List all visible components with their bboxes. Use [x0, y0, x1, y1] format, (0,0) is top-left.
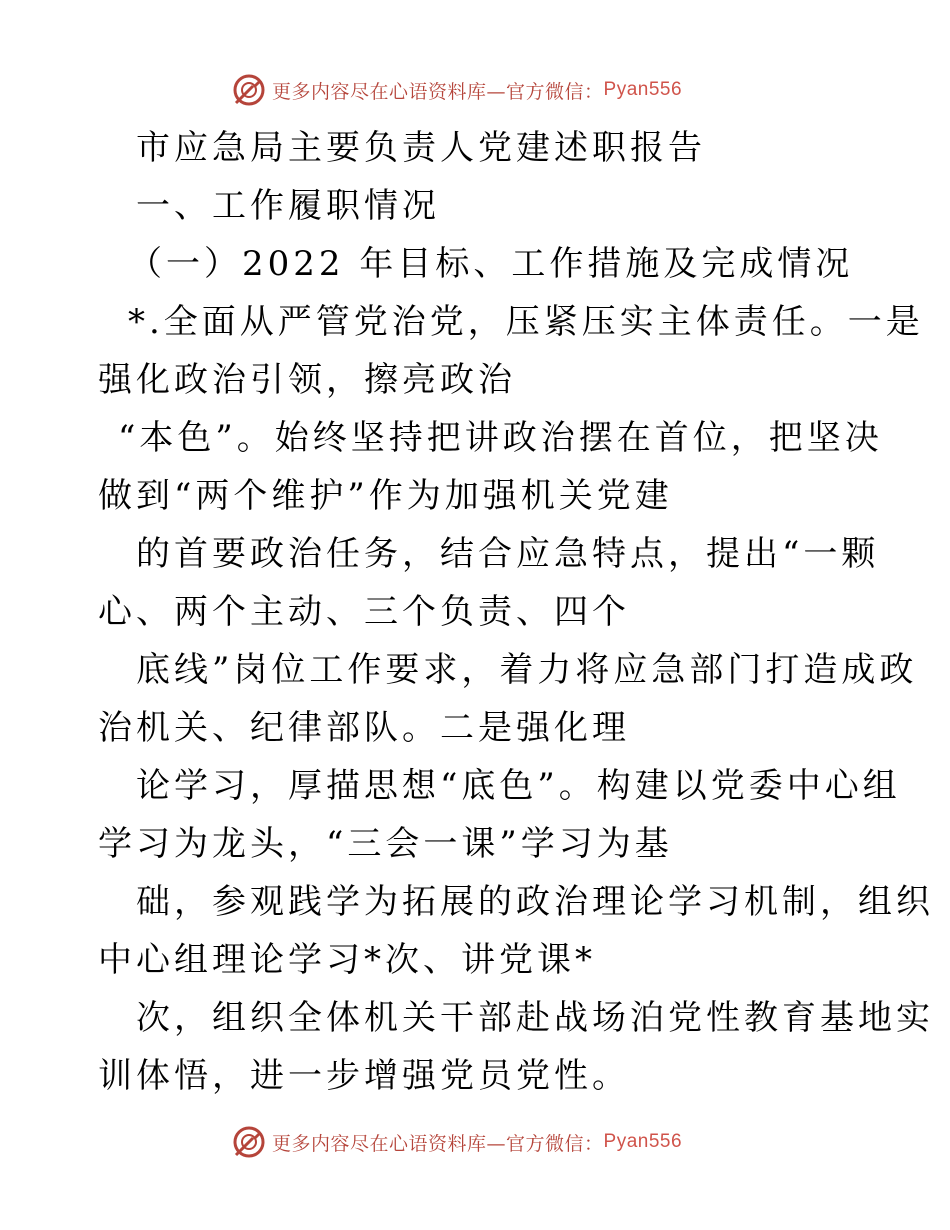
watermark-wechat-id: Pyan556	[603, 1131, 683, 1152]
body-line: *.全面从严管党治党，压紧压实主体责任。一是	[128, 302, 924, 342]
watermark-banner-top	[232, 70, 682, 110]
pen-logo-icon	[232, 73, 266, 107]
body-line: 强化政治引领，擦亮政治	[98, 360, 516, 400]
body-line: 础，参观践学为拓展的政治理论学习机制，组织	[136, 882, 934, 922]
body-line: 论学习，厚描思想“底色”。构建以党委中心组	[136, 766, 901, 806]
body-line: 次，组织全体机关干部赴战场泊党性教育基地实	[136, 998, 934, 1038]
body-line: 的首要政治任务，结合应急特点，提出“一颗	[136, 534, 880, 574]
watermark-text: 更多内容尽在心语资料库—官方微信：	[272, 80, 604, 103]
body-line: 中心组理论学习*次、讲党课*	[98, 940, 596, 980]
subsection-heading: （一）2022 年目标、工作措施及完成情况	[128, 244, 854, 284]
pen-logo-icon	[232, 1125, 266, 1159]
body-line: 训体悟，进一步增强党员党性。	[98, 1056, 630, 1096]
section-heading: 一、工作履职情况	[136, 186, 440, 226]
body-line: 心、两个主动、三个负责、四个	[98, 592, 630, 632]
body-line: 治机关、纪律部队。二是强化理	[98, 708, 630, 748]
document-title: 市应急局主要负责人党建述职报告	[136, 128, 706, 168]
body-line: 底线”岗位工作要求，着力将应急部门打造成政	[136, 650, 918, 690]
body-line: 做到“两个维护”作为加强机关党建	[98, 476, 673, 516]
watermark-text: 更多内容尽在心语资料库—官方微信：	[272, 1132, 604, 1155]
watermark-wechat-id: Pyan556	[603, 79, 683, 100]
body-line: 学习为龙头，“三会一课”学习为基	[98, 824, 673, 864]
body-line: “本色”。始终坚持把讲政治摆在首位，把坚决	[118, 418, 883, 458]
watermark-banner-bottom	[232, 1122, 682, 1162]
